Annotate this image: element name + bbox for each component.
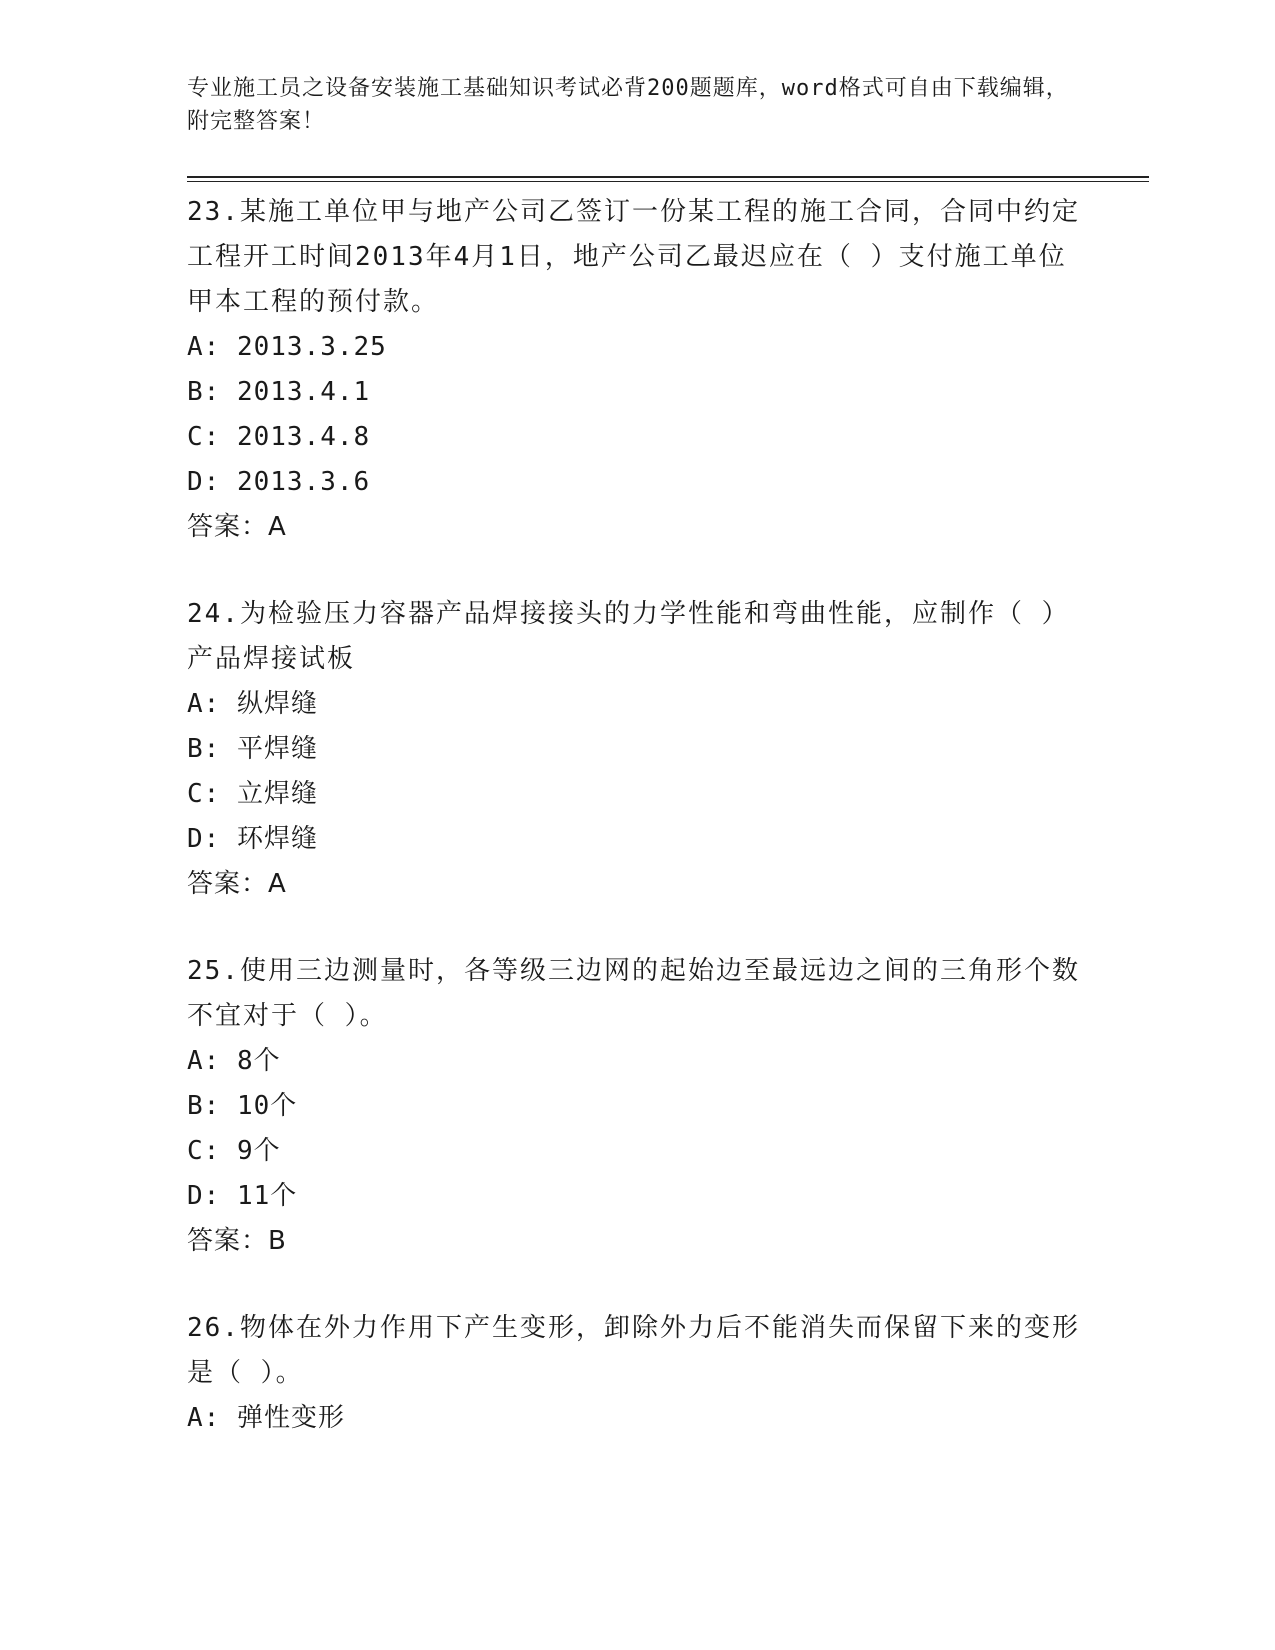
- option-a: A: 纵焊缝: [187, 689, 318, 719]
- option-a: A: 弹性变形: [187, 1403, 345, 1433]
- option-b: B: 2013.4.1: [187, 377, 371, 407]
- question-24: [187, 592, 1087, 907]
- option-c: C: 立焊缝: [187, 779, 318, 809]
- answer: 答案：A: [187, 512, 287, 542]
- option-c: C: 9个: [187, 1136, 281, 1166]
- option-c: C: 2013.4.8: [187, 422, 371, 452]
- header-divider-thin: [187, 181, 1149, 182]
- question-stem: 24.为检验压力容器产品焊接接头的力学性能和弯曲性能，应制作（ ）产品焊接试板: [187, 599, 1070, 674]
- question-stem: 23.某施工单位甲与地产公司乙签订一份某工程的施工合同，合同中约定工程开工时间2013年4月1日，地产公司乙最迟应在（ ）支付施工单位甲本工程的预付款。: [187, 197, 1080, 317]
- option-a: A: 2013.3.25: [187, 332, 387, 362]
- option-a: A: 8个: [187, 1046, 281, 1076]
- question-list: [187, 190, 1087, 1483]
- question-26: [187, 1306, 1087, 1441]
- header-divider: [187, 176, 1149, 178]
- question-stem: 26.物体在外力作用下产生变形，卸除外力后不能消失而保留下来的变形是（ ）。: [187, 1313, 1080, 1388]
- option-d: D: 11个: [187, 1181, 298, 1211]
- answer: 答案：B: [187, 1226, 287, 1256]
- option-d: D: 2013.3.6: [187, 467, 371, 497]
- question-25: [187, 949, 1087, 1264]
- answer: 答案：A: [187, 869, 287, 899]
- option-b: B: 10个: [187, 1091, 298, 1121]
- question-stem: 25.使用三边测量时，各等级三边网的起始边至最远边之间的三角形个数不宜对于（ ）。: [187, 956, 1080, 1031]
- document-header: 专业施工员之设备安装施工基础知识考试必背200题题库，word格式可自由下载编辑，附完整答案！: [187, 76, 1069, 134]
- option-b: B: 平焊缝: [187, 734, 318, 764]
- option-d: D: 环焊缝: [187, 824, 318, 854]
- question-23: [187, 190, 1087, 550]
